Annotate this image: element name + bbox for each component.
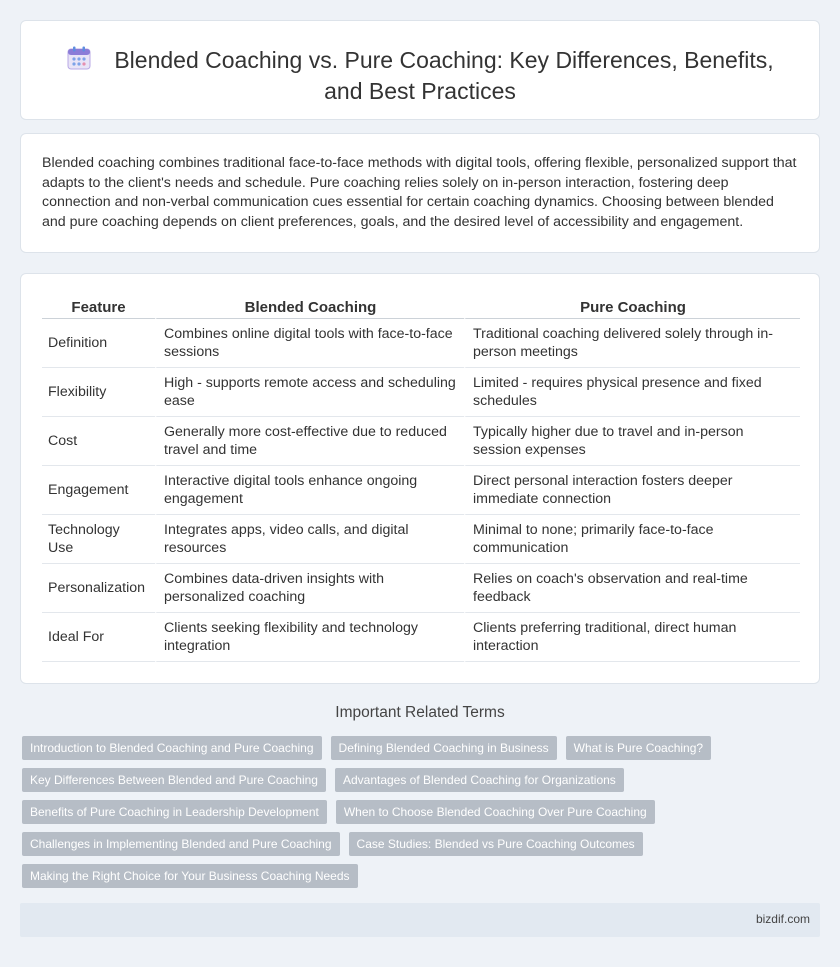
- feature-cell: Cost: [42, 417, 155, 466]
- pure-cell: Relies on coach's observation and real-time feedback: [464, 564, 800, 613]
- comparison-table: [42, 296, 800, 662]
- related-term-link[interactable]: Making the Right Choice for Your Business Coaching Needs: [22, 864, 358, 888]
- pure-cell: Direct personal interaction fosters deeper immediate connection: [464, 466, 800, 515]
- comparison-card: [20, 273, 820, 684]
- table-row: [42, 417, 800, 466]
- feature-cell: Personalization: [42, 564, 155, 613]
- feature-cell: Definition: [42, 319, 155, 368]
- blended-cell: Clients seeking flexibility and technology integration: [155, 613, 464, 662]
- feature-cell: Engagement: [42, 466, 155, 515]
- table-row: [42, 319, 800, 368]
- pure-cell: Limited - requires physical presence and fixed schedules: [464, 368, 800, 417]
- blended-cell: Integrates apps, video calls, and digital resources: [155, 515, 464, 564]
- related-term-link[interactable]: Benefits of Pure Coaching in Leadership Development: [22, 800, 327, 824]
- related-term-link[interactable]: Advantages of Blended Coaching for Organizations: [335, 768, 624, 792]
- intro-card: [20, 133, 820, 253]
- blended-cell: High - supports remote access and scheduling ease: [155, 368, 464, 417]
- header-card: [20, 20, 820, 120]
- table-header-row: [42, 296, 800, 319]
- table-row: [42, 466, 800, 515]
- header-blended: Blended Coaching: [155, 296, 464, 319]
- blended-cell: Generally more cost-effective due to reduced travel and time: [155, 417, 464, 466]
- related-terms-list: [22, 736, 722, 888]
- feature-cell: Technology Use: [42, 515, 155, 564]
- table-row: [42, 564, 800, 613]
- related-term-link[interactable]: When to Choose Blended Coaching Over Pure Coaching: [336, 800, 655, 824]
- pure-cell: Typically higher due to travel and in-person session expenses: [464, 417, 800, 466]
- blended-cell: Interactive digital tools enhance ongoing engagement: [155, 466, 464, 515]
- page-title: Blended Coaching vs. Pure Coaching: Key Differences, Benefits, and Best Practices: [114, 47, 774, 104]
- related-term-link[interactable]: Defining Blended Coaching in Business: [331, 736, 557, 760]
- table-row: [42, 368, 800, 417]
- related-term-link[interactable]: Key Differences Between Blended and Pure Coaching: [22, 768, 326, 792]
- intro-paragraph: Blended coaching combines traditional face-to-face methods with digital tools, offering flexible, personalized support that adapts to the client's needs and schedule. Pure coaching relies solely on in-person interaction, fostering deep connection and non-verbal communication cues essential for certain coaching dynamics. Choosing between blended and pure coaching depends on client preferences, goals, and the desired level of accessibility and engagement.: [42, 155, 797, 230]
- blended-cell: Combines data-driven insights with personalized coaching: [155, 564, 464, 613]
- pure-cell: Clients preferring traditional, direct human interaction: [464, 613, 800, 662]
- header-feature: Feature: [42, 296, 155, 319]
- calendar-icon: [66, 45, 92, 77]
- footer-site-name: bizdif.com: [755, 912, 810, 926]
- blended-cell: Combines online digital tools with face-to-face sessions: [155, 319, 464, 368]
- related-term-link[interactable]: Case Studies: Blended vs Pure Coaching Outcomes: [349, 832, 643, 856]
- pure-cell: Minimal to none; primarily face-to-face communication: [464, 515, 800, 564]
- related-terms-heading: Important Related Terms: [335, 704, 505, 721]
- feature-cell: Ideal For: [42, 613, 155, 662]
- header-pure: Pure Coaching: [464, 296, 800, 319]
- table-row: [42, 613, 800, 662]
- related-term-link[interactable]: Introduction to Blended Coaching and Pure Coaching: [22, 736, 322, 760]
- page-title-wrap: [21, 45, 819, 105]
- footer-bar: [20, 903, 820, 937]
- related-term-link[interactable]: What is Pure Coaching?: [566, 736, 711, 760]
- pure-cell: Traditional coaching delivered solely through in-person meetings: [464, 319, 800, 368]
- table-row: [42, 515, 800, 564]
- feature-cell: Flexibility: [42, 368, 155, 417]
- related-term-link[interactable]: Challenges in Implementing Blended and Pure Coaching: [22, 832, 340, 856]
